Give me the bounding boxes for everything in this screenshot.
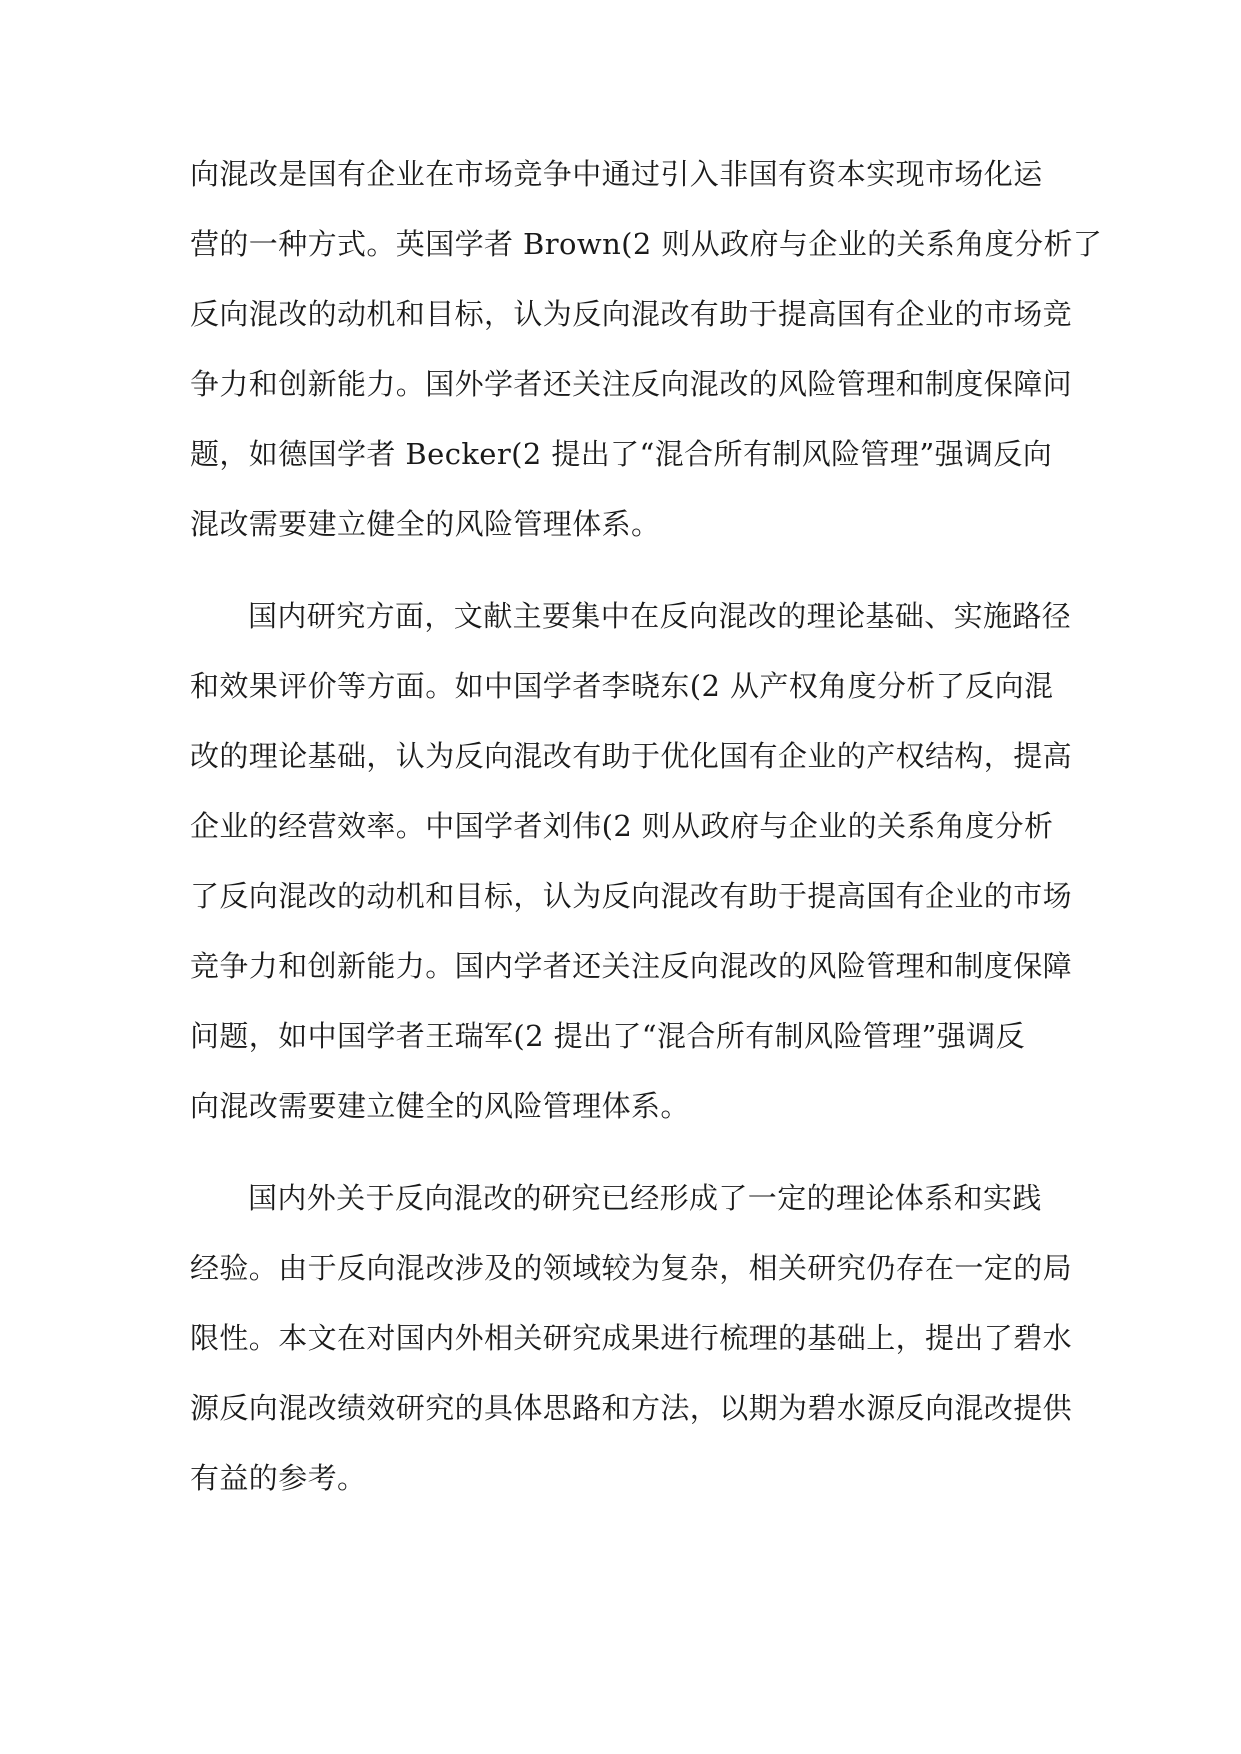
text-line: 改的理论基础，认为反向混改有助于优化国有企业的产权结构，提高 <box>190 739 1073 773</box>
text-line: 反向混改的动机和目标，认为反向混改有助于提高国有企业的市场竞 <box>190 297 1073 331</box>
text-line: 向混改需要建立健全的风险管理体系。 <box>190 1089 690 1123</box>
paragraph-first-line: 国内研究方面，文献主要集中在反向混改的理论基础、实施路径 <box>248 599 1072 633</box>
text-line: 经验。由于反向混改涉及的领域较为复杂，相关研究仍存在一定的局 <box>190 1251 1073 1285</box>
text-line: 营的一种方式。英国学者 Brown(2 则从政府与企业的关系角度分析了 <box>190 227 1103 261</box>
paragraph-first-line: 国内外关于反向混改的研究已经形成了一定的理论体系和实践 <box>248 1181 1042 1215</box>
text-line: 和效果评价等方面。如中国学者李晓东(2 从产权角度分析了反向混 <box>190 669 1054 703</box>
text-line: 争力和创新能力。国外学者还关注反向混改的风险管理和制度保障问 <box>190 367 1073 401</box>
text-line: 问题，如中国学者王瑞军(2 提出了“混合所有制风险管理”强调反 <box>190 1019 1026 1053</box>
text-line: 了反向混改的动机和目标，认为反向混改有助于提高国有企业的市场 <box>190 879 1073 913</box>
text-line: 有益的参考。 <box>190 1461 367 1495</box>
text-line: 竞争力和创新能力。国内学者还关注反向混改的风险管理和制度保障 <box>190 949 1073 983</box>
text-line: 向混改是国有企业在市场竞争中通过引入非国有资本实现市场化运 <box>190 157 1043 191</box>
text-line: 源反向混改绩效研究的具体思路和方法，以期为碧水源反向混改提供 <box>190 1391 1073 1425</box>
text-line: 题，如德国学者 Becker(2 提出了“混合所有制风险管理”强调反向 <box>190 437 1053 471</box>
text-line: 限性。本文在对国内外相关研究成果进行梳理的基础上，提出了碧水 <box>190 1321 1073 1355</box>
text-line: 混改需要建立健全的风险管理体系。 <box>190 507 661 541</box>
text-line: 企业的经营效率。中国学者刘伟(2 则从政府与企业的关系角度分析 <box>190 809 1054 843</box>
